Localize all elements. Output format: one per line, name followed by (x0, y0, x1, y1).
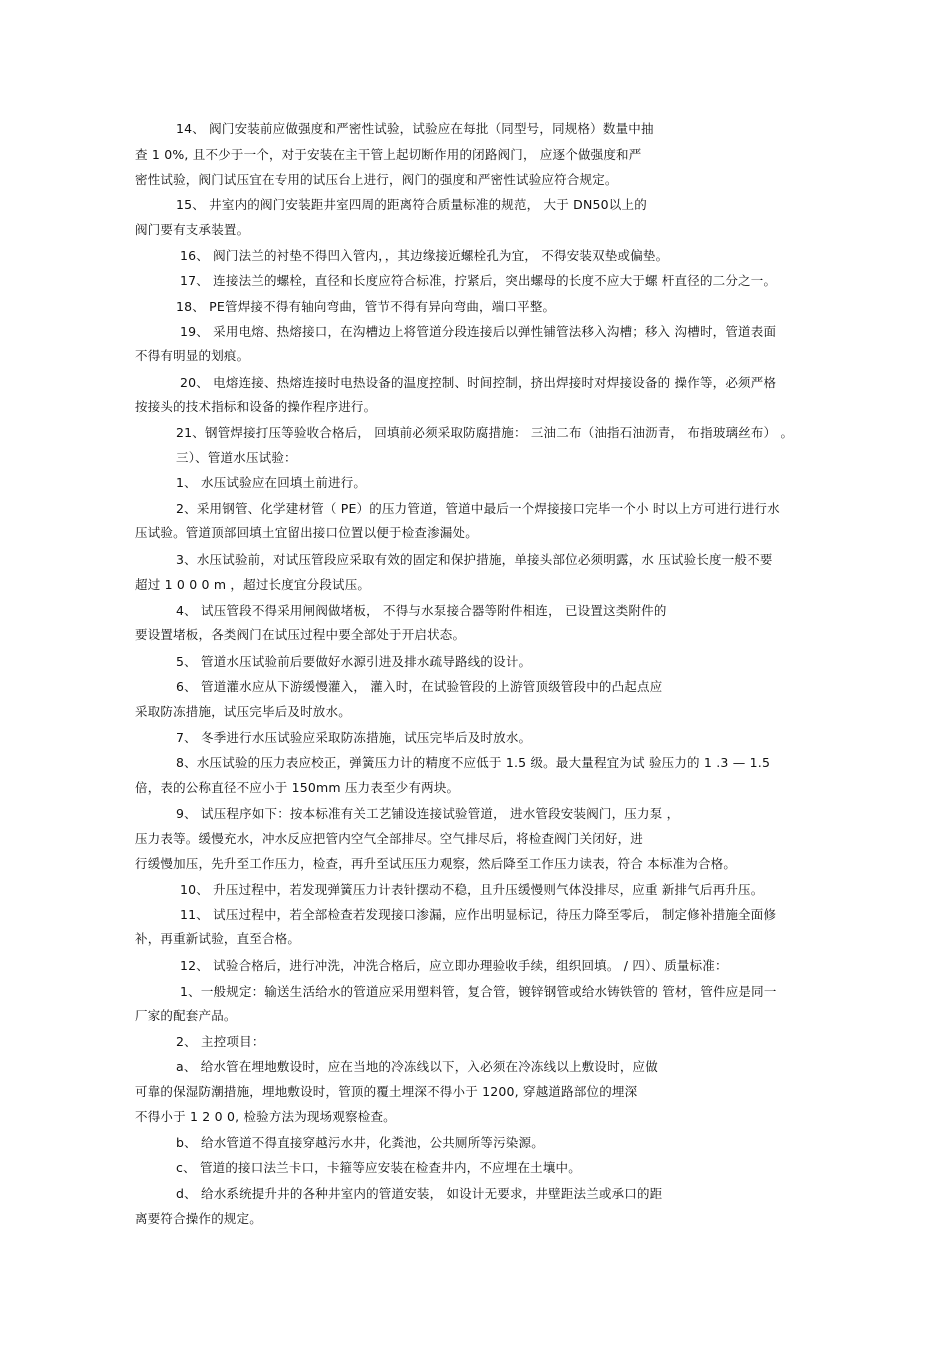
text-line: 8、水压试验的压力表应校正，弹簧压力计的精度不应低于 1.5 级。最大量程宜为试 验压力的 1 .3 — 1.5 (176, 755, 771, 770)
text-line: 10、 升压过程中，若发现弹簧压力计表针摆动不稳，且升压缓慢则气体没排尽，应重 新排气后再升压。 (180, 882, 764, 897)
text-line: 18、 PE管焊接不得有轴向弯曲，管节不得有异向弯曲，端口平整。 (176, 299, 556, 314)
text-line: 6、 管道灌水应从下游缓慢灌入， 灌入时，在试验管段的上游管顶级管段中的凸起点应 (176, 679, 663, 694)
text-line: 行缓慢加压，先升至工作压力，检查，再升至试压压力观察，然后降至工作压力读表，符合 本标准为合格。 (135, 856, 737, 871)
text-line: 密性试验，阀门试压宜在专用的试压台上进行，阀门的强度和严密性试验应符合规定。 (135, 172, 618, 187)
text-line: 21、钢管焊接打压等验收合格后， 回填前必须采取防腐措施： 三油二布（油指石油沥青， 布指玻璃丝布） 。 (176, 425, 794, 440)
text-line: 查 1 0%, 且不少于一个，对于安装在主干管上起切断作用的闭路阀门， 应逐个做强度和严 (135, 147, 642, 162)
text-line: d、 给水系统提升井的各种井室内的管道安装， 如设计无要求，井壁距法兰或承口的距 (176, 1186, 663, 1201)
text-line: 要设置堵板，各类阀门在试压过程中要全部处于开启状态。 (135, 627, 466, 642)
text-line: 压力表等。缓慢充水，冲水反应把管内空气全部排尽。空气排尽后，将检查阀门关闭好，进 (135, 831, 644, 846)
section-heading: 三）、管道水压试验： (176, 450, 297, 465)
text-line: 按接头的技术指标和设备的操作程序进行。 (135, 399, 377, 414)
text-line: 离要符合操作的规定。 (135, 1211, 263, 1226)
text-line: 倍，表的公称直径不应小于 150mm 压力表至少有两块。 (135, 780, 460, 795)
text-line: 11、 试压过程中，若全部检查若发现接口渗漏，应作出明显标记，待压力降至零后， 制定修补措施全面修 (180, 907, 777, 922)
text-line: 20、 电熔连接、热熔连接时电热设备的温度控制、时间控制，挤出焊接时对焊接设备的 操作等，必须严格 (180, 375, 777, 390)
text-line: 4、 试压管段不得采用闸阀做堵板， 不得与水泵接合器等附件相连， 已设置这类附件的 (176, 603, 667, 618)
text-line: 14、 阀门安装前应做强度和严密性试验，试验应在每批（同型号，同规格）数量中抽 (176, 121, 654, 136)
text-line: 可靠的保湿防潮措施，埋地敷设时，管顶的覆土埋深不得小于 1200, 穿越道路部位的埋深 (135, 1084, 638, 1099)
text-line: 15、 井室内的阀门安装距井室四周的距离符合质量标准的规范， 大于 DN50以上的 (176, 197, 647, 212)
text-line: 超过 1 0 0 0 m ，超过长度宜分段试压。 (135, 577, 371, 592)
text-line: 不得小于 1 2 0 0, 检验方法为现场观察检查。 (135, 1109, 396, 1124)
text-line: 阀门要有支承装置。 (135, 222, 250, 237)
text-line: 5、 管道水压试验前后要做好水源引进及排水疏导路线的设计。 (176, 654, 532, 669)
text-line: a、 给水管在埋地敷设时，应在当地的冷冻线以下，入必须在冷冻线以上敷设时，应做 (176, 1059, 658, 1074)
text-line: 19、 采用电熔、热熔接口，在沟槽边上将管道分段连接后以弹性铺管法移入沟槽；移入 沟槽时，管道表面 (180, 324, 777, 339)
text-line: 1、一般规定：输送生活给水的管道应采用塑料管，复合管，镀锌钢管或给水铸铁管的 管材，管件应是同一 (180, 984, 777, 999)
text-line: 1、 水压试验应在回填土前进行。 (176, 475, 367, 490)
text-line: 16、 阀门法兰的衬垫不得凹入管内，，其边缘接近螺栓孔为宜， 不得安装双垫或偏垫。 (180, 248, 669, 263)
text-line: 压试验。管道顶部回填土宜留出接口位置以便于检查渗漏处。 (135, 525, 478, 540)
text-line: 补，再重新试验，直至合格。 (135, 931, 301, 946)
text-line: 12、 试验合格后，进行冲洗，冲洗合格后，应立即办理验收手续，组织回填。 / 四）、质量标准： (180, 958, 728, 973)
text-line: b、 给水管道不得直接穿越污水井，化粪池，公共厕所等污染源。 (176, 1135, 544, 1150)
text-line: 7、 冬季进行水压试验应采取防冻措施，试压完毕后及时放水。 (176, 730, 532, 745)
text-line: 2、采用钢管、化学建材管（ PE）的压力管道，管道中最后一个焊接接口完毕一个小 时以上方可进行进行水 (176, 501, 780, 516)
text-line: 2、 主控项目： (176, 1034, 265, 1049)
text-line: 3、水压试验前，对试压管段应采取有效的固定和保护措施，单接头部位必须明露，水 压试验长度一般不要 (176, 552, 773, 567)
text-line: 厂家的配套产品。 (135, 1008, 237, 1023)
text-line: 9、 试压程序如下：按本标准有关工艺铺设连接试验管道， 进水管段安装阀门，压力泵 ， (176, 806, 680, 821)
text-line: 17、 连接法兰的螺栓，直径和长度应符合标准，拧紧后，突出螺母的长度不应大于螺 杆直径的二分之一。 (180, 273, 777, 288)
text-line: c、 管道的接口法兰卡口，卡箍等应安装在检查井内，不应埋在土壤中。 (176, 1160, 581, 1175)
text-line: 不得有明显的划痕。 (135, 348, 250, 363)
text-line: 采取防冻措施，试压完毕后及时放水。 (135, 704, 351, 719)
